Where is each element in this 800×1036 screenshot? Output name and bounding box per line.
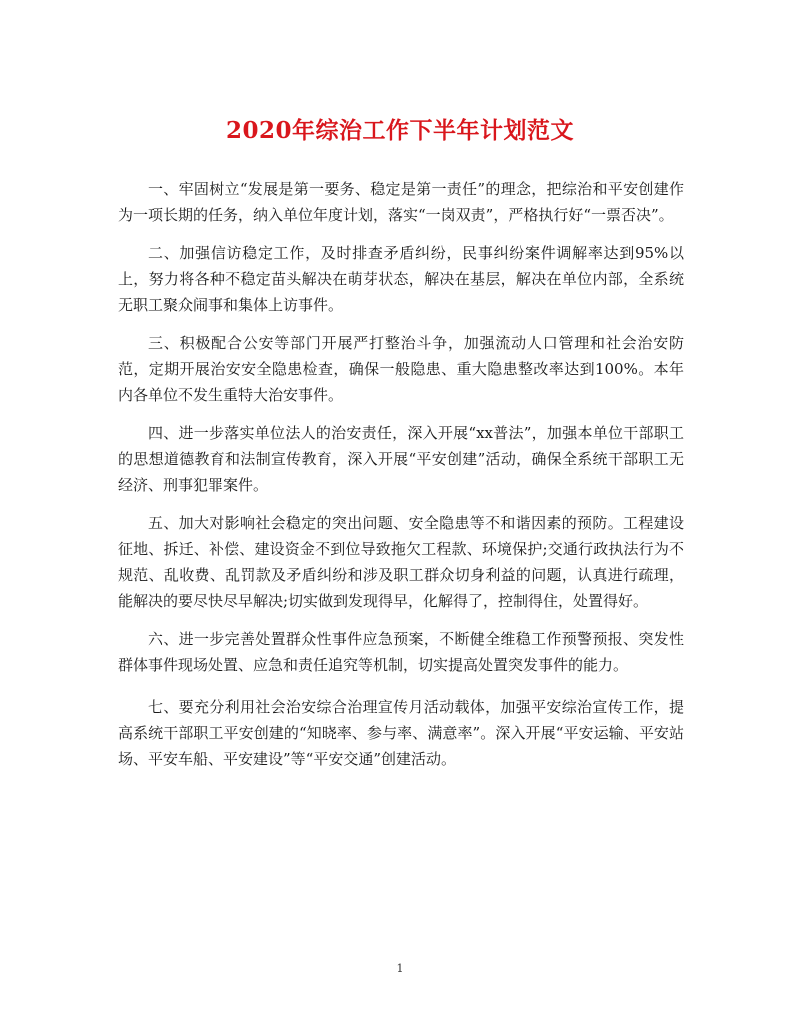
document-body bbox=[118, 176, 684, 784]
paragraph-1: 一、牢固树立“发展是第一要务、稳定是第一责任”的理念，把综治和平安创建作为一项长期的任务，纳入单位年度计划，落实“一岗双责”，严格执行好“一票否决”。 bbox=[118, 180, 684, 224]
page-number: 1 bbox=[396, 962, 404, 975]
document-title: 2020年综治工作下半年计划范文 bbox=[225, 117, 574, 144]
paragraph-5: 五、加大对影响社会稳定的突出问题、安全隐患等不和谐因素的预防。工程建设征地、拆迁、补偿、建设资金不到位导致拖欠工程款、环境保护;交通行政执法行为不规范、乱收费、乱罚款及矛盾纠纷和涉及职工群众切身利益的问题，认真进行疏理，能解决的要尽快尽早解决;切实做到发现得早，化解得了，控制得住，处置得好。 bbox=[118, 514, 684, 610]
paragraph-3: 三、积极配合公安等部门开展严打整治斗争，加强流动人口管理和社会治安防范，定期开展治安安全隐患检查，确保一般隐患、重大隐患整改率达到100%。本年内各单位不发生重特大治安事件。 bbox=[118, 334, 684, 404]
paragraph-7: 七、要充分利用社会治安综合治理宣传月活动载体，加强平安综治宣传工作，提高系统干部职工平安创建的“知晓率、参与率、满意率”。深入开展“平安运输、平安站场、平安车船、平安建设”等“平安交通”创建活动。 bbox=[118, 698, 684, 768]
paragraph-4: 四、进一步落实单位法人的治安责任，深入开展“xx普法”，加强本单位干部职工的思想道德教育和法制宣传教育，深入开展“平安创建”活动，确保全系统干部职工无经济、刑事犯罪案件。 bbox=[118, 424, 684, 494]
paragraph-6: 六、进一步完善处置群众性事件应急预案，不断健全维稳工作预警预报、突发性群体事件现场处置、应急和责任追究等机制，切实提高处置突发事件的能力。 bbox=[118, 630, 684, 674]
paragraph-2: 二、加强信访稳定工作，及时排查矛盾纠纷，民事纠纷案件调解率达到95%以上，努力将各种不稳定苗头解决在萌芽状态，解决在基层，解决在单位内部，全系统无职工聚众闹事和集体上访事件。 bbox=[118, 244, 684, 314]
